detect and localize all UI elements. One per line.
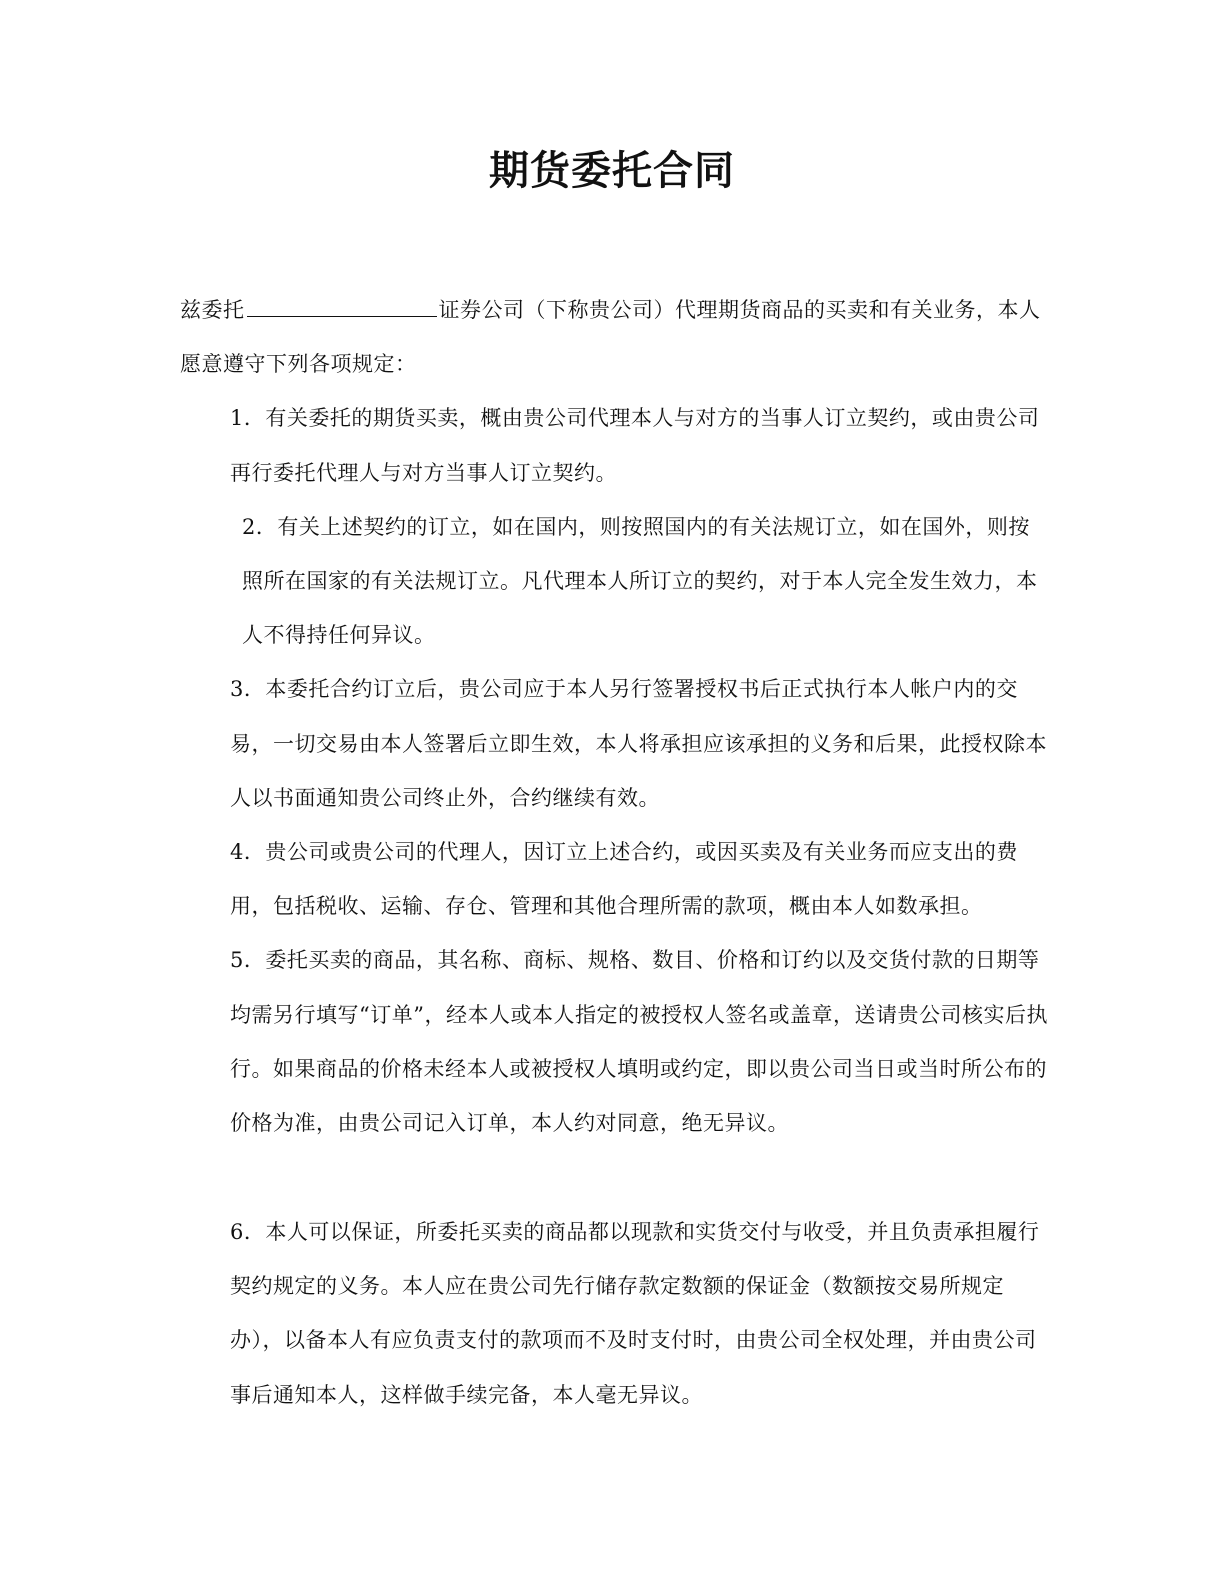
clause-2	[180, 500, 1050, 663]
clause-text: 有关委托的期货买卖，概由贵公司代理本人与对方的当事人订立契约，或由贵公司再行委托代理人与对方当事人订立契约。	[230, 406, 1040, 485]
document-title: 期货委托合同	[489, 148, 735, 194]
clause-number: 5．	[230, 948, 266, 973]
clause-6	[180, 1205, 1050, 1422]
clause-number: 4．	[230, 840, 266, 865]
clause-number: 2．	[242, 514, 278, 539]
clause-4	[180, 825, 1050, 933]
clause-number: 1．	[230, 406, 266, 431]
clause-text: 本委托合约订立后，贵公司应于本人另行签署授权书后正式执行本人帐户内的交易，一切交易由本人签署后立即生效，本人将承担应该承担的义务和后果，此授权除本人以书面通知贵公司终止外，合约继续有效。	[230, 677, 1047, 810]
contract-body	[180, 283, 1050, 1150]
clause-text: 有关上述契约的订立，如在国内，则按照国内的有关法规订立，如在国外，则按照所在国家的有关法规订立。凡代理本人所订立的契约，对于本人完全发生效力，本人不得持任何异议。	[242, 514, 1038, 648]
clause-number: 6．	[230, 1220, 266, 1244]
intro-paragraph	[180, 283, 1050, 391]
clause-text: 委托买卖的商品，其名称、商标、规格、数目、价格和订约以及交货付款的日期等均需另行填写“订单”，经本人或本人指定的被授权人签名或盖章，送请贵公司核实后执行。如果商品的价格未经本人或被授权人填明或约定，即以贵公司当日或当时所公布的价格为准，由贵公司记入订单，本人约对同意，绝无异议。	[230, 948, 1048, 1136]
clause-text: 本人可以保证，所委托买卖的商品都以现款和实货交付与收受，并且负责承担履行契约规定的义务。本人应在贵公司先行储存款定数额的保证金（数额按交易所规定办），以备本人有应负责支付的款项而不及时支付时，由贵公司全权处理，并由贵公司事后通知本人，这样做手续完备，本人毫无异议。	[230, 1220, 1040, 1407]
intro-prefix: 兹委托	[180, 298, 245, 322]
clause-text: 贵公司或贵公司的代理人，因订立上述合约，或因买卖及有关业务而应支出的费用，包括税收、运输、存仓、管理和其他合理所需的款项，概由本人如数承担。	[230, 840, 1018, 919]
intro-suffix: 证券公司（下称贵公司）代理期货商品的买卖和有关业务，本人愿意遵守下列各项规定：	[180, 298, 1041, 377]
clause-1	[180, 391, 1050, 499]
clause-5	[180, 933, 1050, 1150]
company-name-blank	[247, 296, 437, 317]
contract-body-continued	[180, 1205, 1050, 1422]
clause-number: 3．	[230, 677, 266, 702]
clause-3	[180, 662, 1050, 825]
